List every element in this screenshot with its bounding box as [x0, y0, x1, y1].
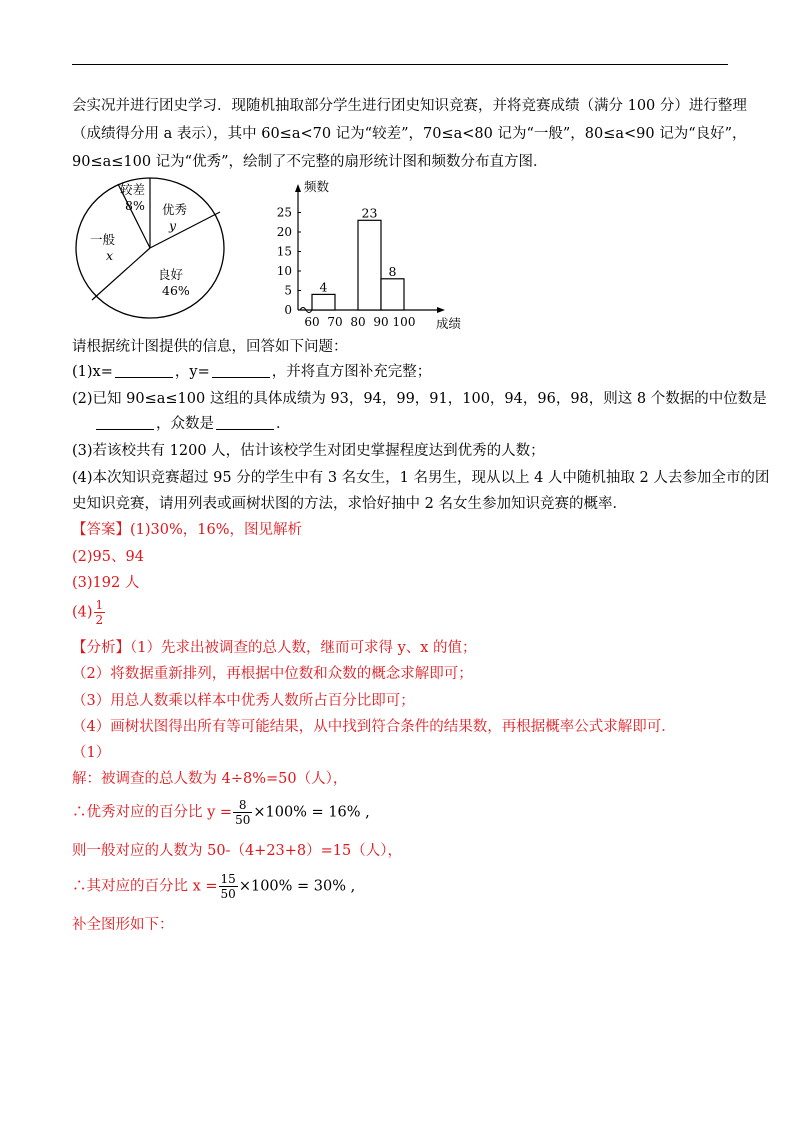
solution-2-prefix: ∴优秀对应的百分比 y = [72, 804, 233, 821]
solution-line-1: 解：被调查的总人数为 4÷8%=50（人）， [72, 771, 348, 787]
question-1-part-c: ，并将直方图补充完整； [271, 364, 432, 380]
pie-divider-4 [92, 248, 150, 300]
histogram-x-tick-label: 80 [350, 315, 366, 329]
question-1 [72, 361, 732, 383]
histogram-y-tick-label: 15 [276, 244, 292, 259]
solution-4-suffix: ×100% = 30% , [238, 878, 356, 895]
solution-line-2 [72, 798, 732, 827]
pie-slice-value-average: x [106, 248, 114, 263]
histogram-y-tick-label: 25 [276, 205, 292, 220]
answer-4-numerator: 1 [95, 598, 104, 612]
solution-2-denominator: 50 [235, 813, 251, 827]
histogram-bar [381, 279, 404, 310]
answer-line-3: (3)192 人 [72, 575, 140, 591]
histogram-y-tick-label: 5 [284, 283, 292, 298]
histogram-chart [272, 176, 472, 336]
question-2-line-1: (2)已知 90≤a≤100 这组的具体成绩为 93，94，99，91，100，94，96，98，则这 8 个数据的中位数是 [72, 391, 767, 407]
prompt-text: 请根据统计图提供的信息，回答如下问题： [72, 339, 348, 355]
histogram-bar-label: 23 [361, 205, 378, 221]
histogram-bar [312, 294, 335, 310]
solution-2-fraction [233, 798, 252, 827]
histogram-y-tick-label: 10 [276, 264, 292, 278]
pie-slice-label-poor: 较差 [120, 182, 146, 197]
solution-4-numerator: 15 [220, 872, 236, 886]
answer-blank-y[interactable] [212, 363, 270, 378]
histogram-x-tick-label: 60 [304, 315, 320, 329]
solution-line-3: 则一般对应的人数为 50-（4+23+8）=15（人）， [72, 843, 403, 859]
question-1-part-b: ，y= [174, 364, 210, 380]
histogram-bar [358, 220, 381, 310]
analysis-line-3: （3）用总人数乘以样本中优秀人数所占百分比即可； [72, 693, 415, 709]
solution-4-prefix: ∴其对应的百分比 x = [72, 878, 218, 895]
histogram-y-axis-arrow [295, 184, 301, 192]
analysis-line-2: （2）将数据重新排列，再根据中位数和众数的概念求解即可； [72, 666, 473, 682]
histogram-bar-label: 4 [319, 279, 328, 295]
analysis-line-4: （4）画树状图得出所有等可能结果，从中找到符合条件的结果数，再根据概率公式求解即可． [72, 719, 676, 735]
solution-line-4 [72, 872, 732, 901]
question-2-part-b: ，众数是 [156, 416, 214, 432]
pie-slice-value-excellent: y [169, 218, 177, 233]
pie-slice-value-poor: 8% [125, 198, 145, 213]
histogram-x-axis-arrow [437, 307, 445, 313]
intro-line-2: （成绩得分用 a 表示），其中 60≤a<70 记为“较差”，70≤a<80 记为“一般”，80≤a<90 记为“良好”， [72, 126, 747, 142]
histogram-y-axis-label: 频数 [304, 179, 330, 194]
histogram-x-tick-label: 90 [373, 315, 389, 329]
solution-2-suffix: ×100% = 16% , [253, 804, 370, 821]
question-4-line-1: (4)本次知识竞赛超过 95 分的学生中有 3 名女生，1 名男生，现从以上 4 人中随机抽取 2 人去参加全市的团 [72, 470, 770, 486]
analysis-line-1: 【分析】（1）先求出被调查的总人数，继而可求得 y、x 的值； [72, 640, 477, 656]
header-rule [72, 64, 728, 65]
answer-blank-mode[interactable] [216, 415, 274, 430]
answer-4-prefix: (4) [72, 604, 93, 621]
pie-slice-label-average: 一般 [90, 232, 116, 247]
pie-slice-label-good: 良好 [158, 267, 184, 282]
question-2-line-2 [94, 413, 754, 435]
solution-line-5: 补全图形如下： [72, 917, 174, 933]
pie-chart [66, 176, 246, 326]
histogram-bar-label: 8 [388, 263, 397, 279]
histogram-x-axis-label: 成绩 [436, 316, 462, 331]
solution-2-numerator: 8 [233, 798, 252, 813]
answer-blank-x[interactable] [115, 363, 173, 378]
question-3: (3)若该校共有 1200 人，估计该校学生对团史掌握程度达到优秀的人数； [72, 443, 545, 459]
solution-4-denominator: 50 [220, 887, 236, 901]
answer-line-2: (2)95、94 [72, 549, 144, 565]
pie-slice-label-excellent: 优秀 [162, 202, 188, 217]
answer-blank-median[interactable] [96, 415, 154, 430]
histogram-y-tick-label: 0 [284, 303, 292, 317]
question-4-line-2: 史知识竞赛，请用列表或画树状图的方法，求恰好抽中 2 名女生参加知识竞赛的概率． [72, 496, 627, 512]
answer-line-1: 【答案】(1)30%，16%，图见解析 [72, 522, 302, 538]
question-2-part-c: ． [276, 416, 291, 432]
question-1-part-a: (1)x= [72, 364, 113, 380]
histogram-x-tick-label: 100 [392, 315, 416, 329]
answer-line-4 [72, 598, 732, 627]
answer-4-fraction [94, 598, 106, 627]
pie-divider-3 [150, 212, 220, 248]
histogram-y-tick-label: 20 [276, 225, 292, 239]
intro-line-3: 90≤a≤100 记为“优秀”，绘制了不完整的扇形统计图和频数分布直方图． [72, 154, 548, 170]
solution-4-fraction [219, 872, 238, 901]
histogram-x-tick-label: 70 [327, 315, 343, 329]
pie-slice-value-good: 46% [162, 283, 190, 298]
answer-4-denominator: 2 [95, 613, 104, 627]
analysis-line-5: （1） [72, 745, 111, 761]
intro-line-1: 会实况并进行团史学习．现随机抽取部分学生进行团史知识竞赛，并将竞赛成绩（满分 100 分）进行整理 [72, 98, 747, 114]
